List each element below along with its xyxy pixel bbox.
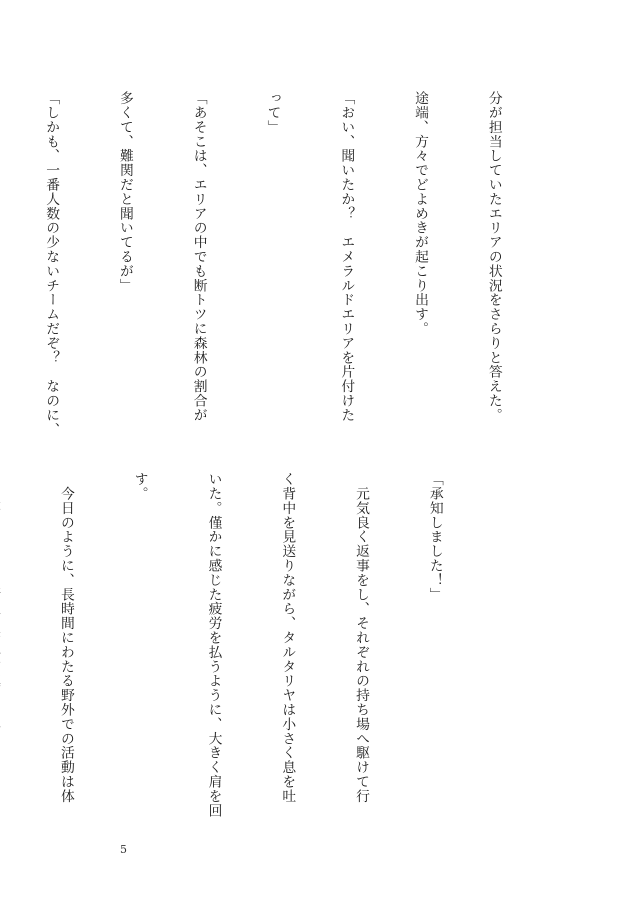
text-line: 「承知しました！」 (426, 472, 443, 602)
text-line: 「あそこは、エリアの中でも断トツに森林の割合が (190, 91, 207, 423)
text-line: 途端、方々でどよめきが起こり出す。 (412, 91, 429, 336)
page-number: 5 (120, 843, 127, 856)
text-line (0, 472, 4, 828)
text-line: 今日のように、長時間にわたる野外での活動は体 (57, 472, 74, 804)
text-block-top (43, 91, 555, 461)
text-line: く背中を見送りながら、タルタリヤは小さく息を吐 (279, 472, 296, 804)
text-line: 分が担当していたエリアの状況をさらりと答えた。 (485, 91, 502, 423)
text-line: 「おい、聞いたか？ エメラルドエリアを片付けた (338, 91, 355, 423)
text-line: 多くて、難関だと聞いてるが」 (116, 91, 133, 293)
text-line: 「しかも、一番人数の少ないチームだぞ？ なのに、 (43, 91, 60, 437)
text-block-bottom (57, 472, 496, 828)
text-line: 元気良く返事をし、それぞれの持ち場へ駆けて行 (353, 472, 370, 804)
text-line: いた。僅かに感じた疲労を払うように、大きく肩を回 (205, 472, 222, 818)
text-line: す。 (131, 472, 148, 501)
text-line: って」 (264, 91, 281, 135)
